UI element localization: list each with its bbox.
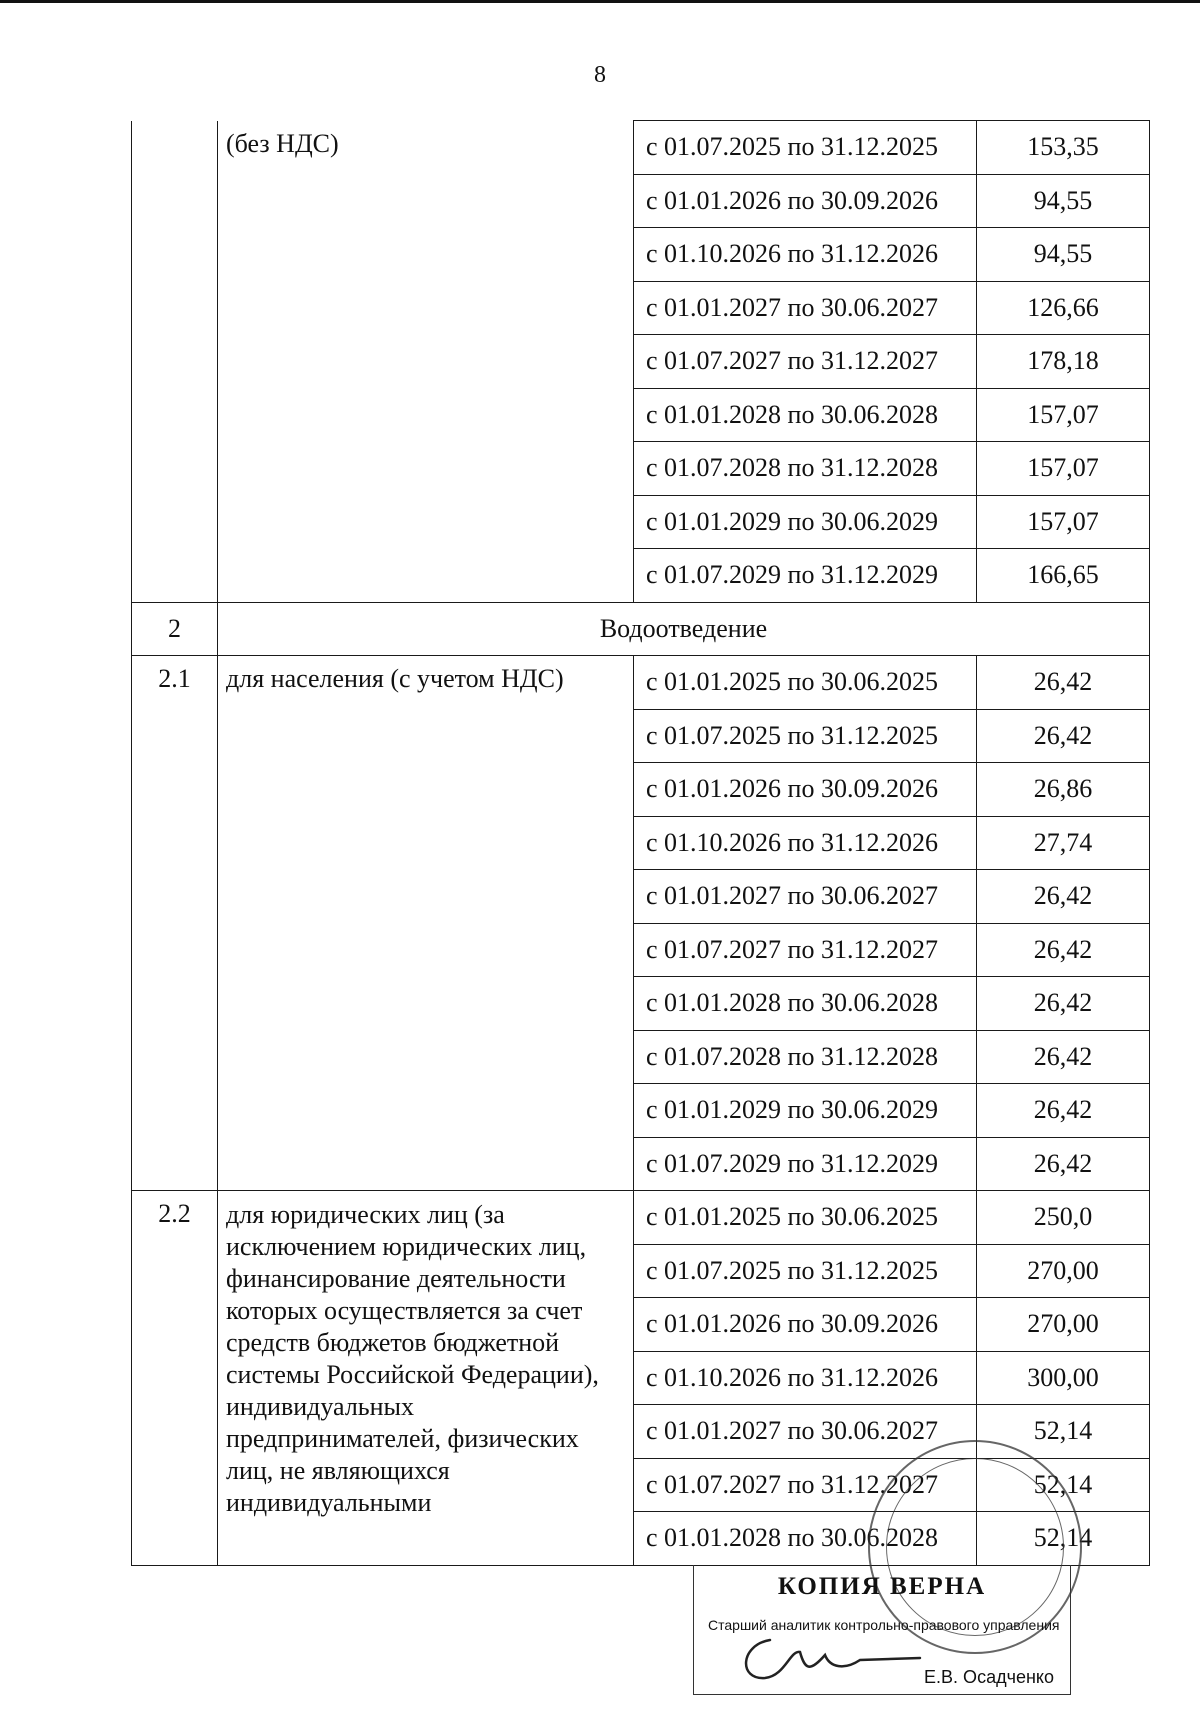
value-cell: 26,42 [977, 656, 1150, 710]
value-cell: 52,14 [977, 1512, 1150, 1566]
table-row [132, 121, 1150, 175]
period-cell: с 01.01.2028 по 30.06.2028 [634, 388, 977, 442]
value-cell: 26,42 [977, 977, 1150, 1031]
value-cell: 26,42 [977, 1030, 1150, 1084]
period-cell: с 01.01.2026 по 30.09.2026 [634, 1298, 977, 1352]
period-cell: с 01.01.2027 по 30.06.2027 [634, 281, 977, 335]
period-cell: с 01.07.2028 по 31.12.2028 [634, 1030, 977, 1084]
group-number-cell: 2 [132, 602, 218, 656]
value-cell: 26,42 [977, 709, 1150, 763]
period-cell: с 01.07.2029 по 31.12.2029 [634, 1137, 977, 1191]
row-name-cell: для населения (с учетом НДС) [218, 656, 634, 1191]
page-number: 8 [594, 62, 606, 88]
value-cell: 157,07 [977, 442, 1150, 496]
period-cell: с 01.01.2028 по 30.06.2028 [634, 977, 977, 1031]
period-cell: с 01.10.2026 по 31.12.2026 [634, 816, 977, 870]
value-cell: 26,42 [977, 923, 1150, 977]
period-cell: с 01.10.2026 по 31.12.2026 [634, 228, 977, 282]
period-cell: с 01.10.2026 по 31.12.2026 [634, 1351, 977, 1405]
period-cell: с 01.01.2026 по 30.09.2026 [634, 174, 977, 228]
row-number-cell: 2.2 [132, 1191, 218, 1566]
period-cell: с 01.01.2025 по 30.06.2025 [634, 656, 977, 710]
copy-stamp-title: КОПИЯ ВЕРНА [777, 1573, 987, 1600]
period-cell: с 01.07.2027 по 31.12.2027 [634, 1458, 977, 1512]
table-row [132, 1191, 1150, 1245]
signature-icon [730, 1610, 930, 1690]
row-name-cell: (без НДС) [218, 121, 634, 603]
period-cell: с 01.07.2029 по 31.12.2029 [634, 549, 977, 603]
table-row [132, 656, 1150, 710]
value-cell: 178,18 [977, 335, 1150, 389]
period-cell: с 01.07.2025 по 31.12.2025 [634, 1244, 977, 1298]
value-cell: 126,66 [977, 281, 1150, 335]
value-cell: 52,14 [977, 1405, 1150, 1459]
period-cell: с 01.07.2027 по 31.12.2027 [634, 335, 977, 389]
value-cell: 300,00 [977, 1351, 1150, 1405]
value-cell: 26,42 [977, 1084, 1150, 1138]
copy-stamp-position: Старший аналитик контрольно-правового управления [708, 1617, 1060, 1633]
period-cell: с 01.07.2025 по 31.12.2025 [634, 121, 977, 175]
period-cell: с 01.01.2026 по 30.09.2026 [634, 763, 977, 817]
value-cell: 52,14 [977, 1458, 1150, 1512]
row-number-cell [132, 121, 218, 603]
value-cell: 270,00 [977, 1244, 1150, 1298]
value-cell: 94,55 [977, 174, 1150, 228]
period-cell: с 01.07.2028 по 31.12.2028 [634, 442, 977, 496]
value-cell: 157,07 [977, 495, 1150, 549]
value-cell: 270,00 [977, 1298, 1150, 1352]
value-cell: 250,0 [977, 1191, 1150, 1245]
copy-stamp-name: Е.В. Осадченко [924, 1667, 1054, 1687]
period-cell: с 01.01.2029 по 30.06.2029 [634, 495, 977, 549]
group-title-cell: Водоотведение [218, 602, 1150, 656]
period-cell: с 01.01.2025 по 30.06.2025 [634, 1191, 977, 1245]
period-cell: с 01.01.2029 по 30.06.2029 [634, 1084, 977, 1138]
period-cell: с 01.01.2027 по 30.06.2027 [634, 1405, 977, 1459]
value-cell: 26,42 [977, 1137, 1150, 1191]
period-cell: с 01.07.2025 по 31.12.2025 [634, 709, 977, 763]
value-cell: 157,07 [977, 388, 1150, 442]
row-number-cell: 2.1 [132, 656, 218, 1191]
value-cell: 94,55 [977, 228, 1150, 282]
value-cell: 26,42 [977, 870, 1150, 924]
value-cell: 26,86 [977, 763, 1150, 817]
value-cell: 166,65 [977, 549, 1150, 603]
top-rule [0, 0, 1200, 3]
period-cell: с 01.01.2028 по 30.06.2028 [634, 1512, 977, 1566]
period-cell: с 01.01.2027 по 30.06.2027 [634, 870, 977, 924]
value-cell: 27,74 [977, 816, 1150, 870]
group-header-row [132, 602, 1150, 656]
row-name-cell: для юридических лиц (за исключением юридических лиц, финансирование деятельности которых осуществляется за счет средств бюджетов бюджетной системы Российской Федерации), индивидуальных предпринимателей, физических лиц, не являющихся индивидуальными [218, 1191, 634, 1566]
period-cell: с 01.07.2027 по 31.12.2027 [634, 923, 977, 977]
value-cell: 153,35 [977, 121, 1150, 175]
tariff-table [131, 120, 1150, 1566]
